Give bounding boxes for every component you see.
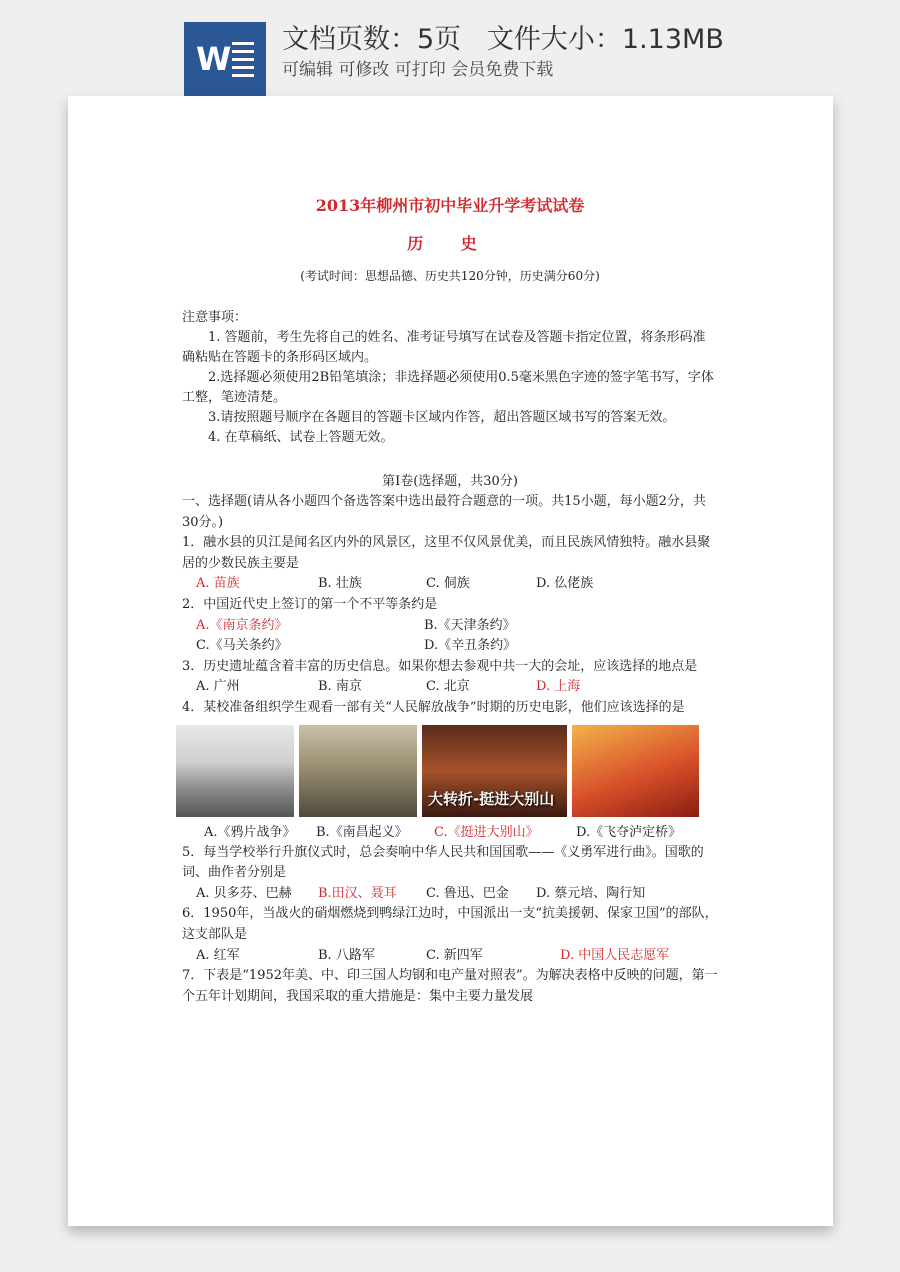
document-page xyxy=(68,96,833,1226)
download-banner xyxy=(0,0,900,96)
option-a: A. 贝多芬、巴赫 xyxy=(196,885,292,901)
question-5: 5．每当学校举行升旗仪式时，总会奏响中华人民共和国国歌——《义勇军进行曲》。国歌的词、曲作者分别是 xyxy=(182,844,704,881)
notes-heading: 注意事项： xyxy=(182,310,248,325)
option-b: B. 南京 xyxy=(318,679,362,695)
word-document-icon: W xyxy=(184,22,266,96)
option-d: D. 中国人民志愿军 xyxy=(560,947,670,963)
option-d: D.《辛丑条约》 xyxy=(424,638,517,654)
file-features: 可编辑 可修改 可打印 会员免费下载 xyxy=(282,60,554,80)
note-item: 4. 在草稿纸、试卷上答题无效。 xyxy=(208,430,394,445)
option-d: D.《飞夺泸定桥》 xyxy=(576,824,682,840)
question-4: 4．某校准备组织学生观看一部有关“人民解放战争”时期的历史电影，他们应该选择的是 xyxy=(182,699,685,715)
question-6-options xyxy=(182,946,718,967)
option-a: A.《鸦片战争》 xyxy=(204,824,296,840)
document-content xyxy=(182,196,718,1007)
note-item: 2.选择题必须使用2B铅笔填涂；非选择题必须使用0.5毫米黑色字迹的签字笔书写，字体工整，笔迹清楚。 xyxy=(182,370,714,405)
opium-war-image xyxy=(176,725,294,817)
option-a: A. 红军 xyxy=(196,947,240,963)
option-c: C.《马关条约》 xyxy=(196,638,288,654)
question-5-options xyxy=(182,884,718,905)
note-item: 3.请按照题号顺序在各题目的答题卡区域内作答，超出答题区域书写的答案无效。 xyxy=(208,410,676,425)
question-7: 7．下表是“1952年美、中、印三国人均钢和电产量对照表”。为解决表格中反映的问题，第一个五年计划期间，我国采取的重大措施是：集中主要力量发展 xyxy=(182,968,718,1004)
question-3-options xyxy=(182,677,718,698)
option-b: B.田汉、聂耳 xyxy=(318,885,397,901)
option-c: C. 北京 xyxy=(426,679,470,695)
note-item: 1. 答题前，考生先将自己的姓名、准考证号填写在试卷及答题卡指定位置，将条形码准确粘贴在答题卡的条形码区域内。 xyxy=(182,330,706,365)
question-1-options xyxy=(182,574,718,595)
question-2-options xyxy=(182,636,718,657)
option-d: D. 蔡元培、陶行知 xyxy=(536,885,646,901)
option-c: C. 侗族 xyxy=(426,576,470,592)
section-intro: 一、选择题(请从各小题四个备选答案中选出最符合题意的一项。共15小题，每小题2分，共30分。) xyxy=(182,494,706,530)
question-3: 3．历史遗址蕴含着丰富的历史信息。如果你想去参观中共一大的会址，应该选择的地点是 xyxy=(182,658,698,674)
option-a: A. 苗族 xyxy=(196,576,240,592)
nanchang-uprising-image xyxy=(299,725,417,817)
exam-time-info: (考试时间：思想品德、历史共120分钟，历史满分60分) xyxy=(300,269,600,283)
option-d: D. 上海 xyxy=(536,679,581,695)
exam-subject: 历 史 xyxy=(407,234,493,253)
option-d: D. 仫佬族 xyxy=(536,576,594,592)
option-b: B. 壮族 xyxy=(318,576,362,592)
question-2-options xyxy=(182,616,718,637)
option-b: B.《天津条约》 xyxy=(424,617,516,633)
option-c: C. 鲁迅、巴金 xyxy=(426,885,509,901)
file-info: 文档页数：5页 文件大小：1.13MB xyxy=(282,24,724,55)
luding-bridge-image xyxy=(572,725,699,817)
option-c: C. 新四军 xyxy=(426,947,483,963)
question-1: 1．融水县的贝江是闻名区内外的风景区，这里不仅风景优美，而且民族风情独特。融水县聚居的少数民族主要是 xyxy=(182,535,711,571)
option-c: C.《挺进大别山》 xyxy=(434,824,539,840)
option-b: B. 八路军 xyxy=(318,947,375,963)
option-a: A. 广州 xyxy=(196,679,240,695)
question-4-images xyxy=(176,725,718,817)
dabie-mountain-image: 大转折-挺进大别山 xyxy=(422,725,567,817)
option-a: A.《南京条约》 xyxy=(196,617,288,633)
option-b: B.《南昌起义》 xyxy=(316,824,408,840)
section-title: 第Ⅰ卷(选择题，共30分) xyxy=(382,474,518,489)
question-2: 2．中国近代史上签订的第一个不平等条约是 xyxy=(182,596,438,612)
question-6: 6．1950年，当战火的硝烟燃烧到鸭绿江边时，中国派出一支“抗美援朝、保家卫国”的部队，这支部队是 xyxy=(182,906,718,942)
exam-title: 2013年柳州市初中毕业升学考试试卷 xyxy=(315,196,585,215)
question-4-options xyxy=(182,823,718,843)
